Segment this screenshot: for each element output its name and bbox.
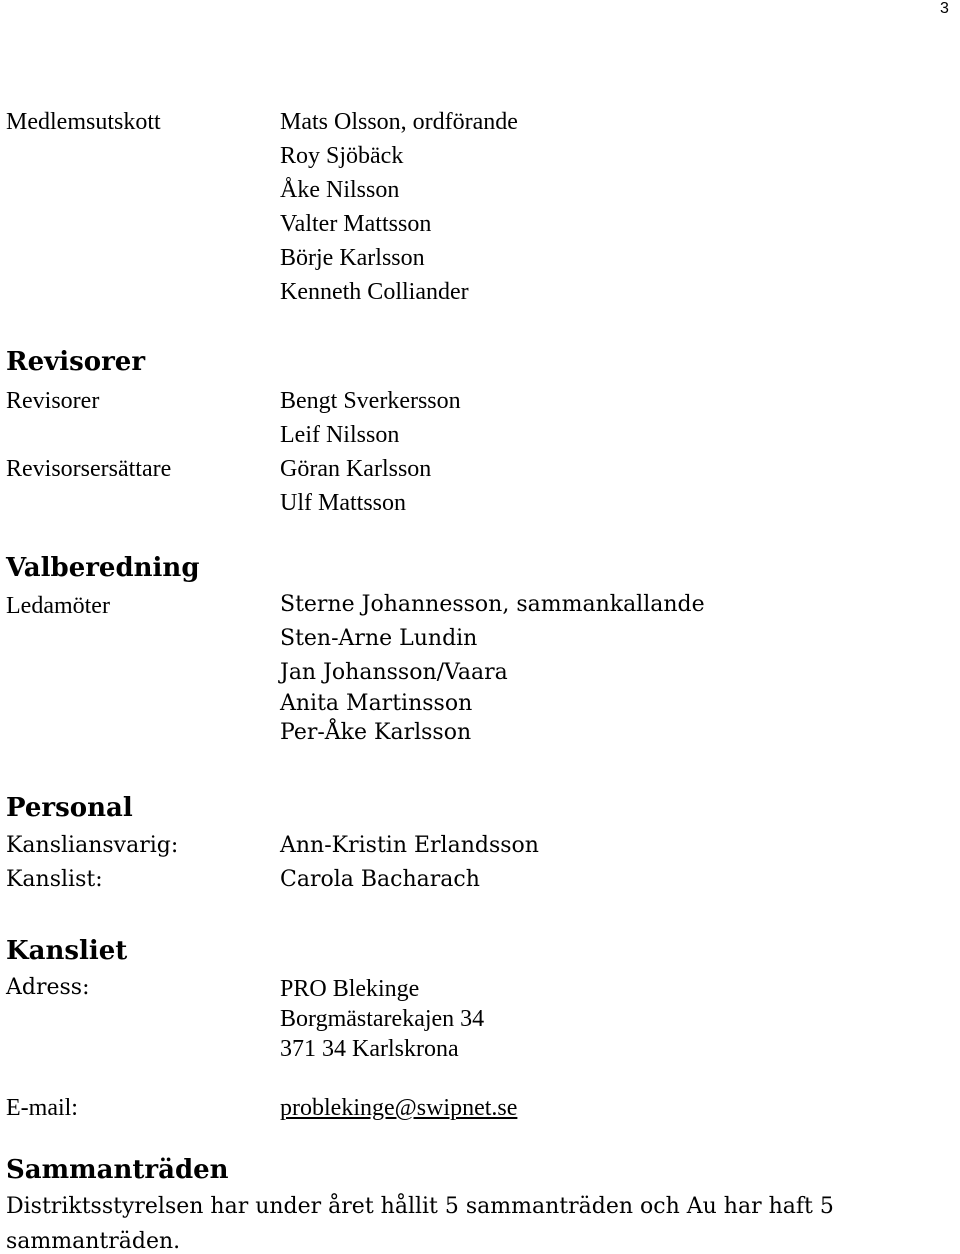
kansliansvarig-label: Kansliansvarig: bbox=[6, 833, 179, 858]
email-link[interactable]: problekinge@swipnet.se bbox=[280, 1095, 518, 1121]
kanslist-name: Carola Bacharach bbox=[280, 867, 480, 892]
revisor-name: Leif Nilsson bbox=[280, 422, 400, 448]
email-label: E-mail: bbox=[6, 1095, 78, 1121]
medlemsutskott-member: Kenneth Colliander bbox=[280, 279, 469, 305]
valberedning-heading: Valberedning bbox=[6, 553, 200, 583]
adress-line: Borgmästarekajen 34 bbox=[280, 1006, 485, 1032]
revisor-name: Göran Karlsson bbox=[280, 456, 432, 482]
revisorer-label: Revisorer bbox=[6, 388, 100, 414]
medlemsutskott-member: Åke Nilsson bbox=[280, 177, 400, 203]
sammantraden-text-line2: sammanträden. bbox=[6, 1229, 181, 1254]
medlemsutskott-member: Roy Sjöbäck bbox=[280, 143, 404, 169]
sammantraden-heading: Sammanträden bbox=[6, 1155, 229, 1185]
kansliet-heading: Kansliet bbox=[6, 936, 128, 966]
medlemsutskott-label: Medlemsutskott bbox=[6, 109, 161, 135]
valberedning-member: Jan Johansson/Vaara bbox=[280, 660, 508, 685]
revisorsersattare-label: Revisorsersättare bbox=[6, 456, 172, 482]
adress-line: PRO Blekinge bbox=[280, 976, 420, 1002]
medlemsutskott-member: Valter Mattsson bbox=[280, 211, 432, 237]
kanslist-label: Kanslist: bbox=[6, 867, 103, 892]
valberedning-member: Anita Martinsson bbox=[280, 691, 473, 716]
medlemsutskott-member: Mats Olsson, ordförande bbox=[280, 109, 518, 135]
medlemsutskott-member: Börje Karlsson bbox=[280, 245, 425, 271]
page-number: 3 bbox=[940, 0, 949, 17]
revisor-name: Bengt Sverkersson bbox=[280, 388, 461, 414]
personal-heading: Personal bbox=[6, 793, 133, 823]
revisorer-heading: Revisorer bbox=[6, 347, 146, 377]
valberedning-member: Sten-Arne Lundin bbox=[280, 626, 478, 651]
ledamoter-label: Ledamöter bbox=[6, 593, 110, 619]
kansliansvarig-name: Ann-Kristin Erlandsson bbox=[280, 833, 539, 858]
revisor-name: Ulf Mattsson bbox=[280, 490, 406, 516]
adress-line: 371 34 Karlskrona bbox=[280, 1036, 459, 1062]
valberedning-member: Sterne Johannesson, sammankallande bbox=[280, 592, 705, 617]
adress-label: Adress: bbox=[6, 975, 90, 1000]
valberedning-member: Per-Åke Karlsson bbox=[280, 720, 472, 745]
sammantraden-text-line1: Distriktsstyrelsen har under året hållit 5 sammanträden och Au har haft 5 bbox=[6, 1194, 834, 1219]
